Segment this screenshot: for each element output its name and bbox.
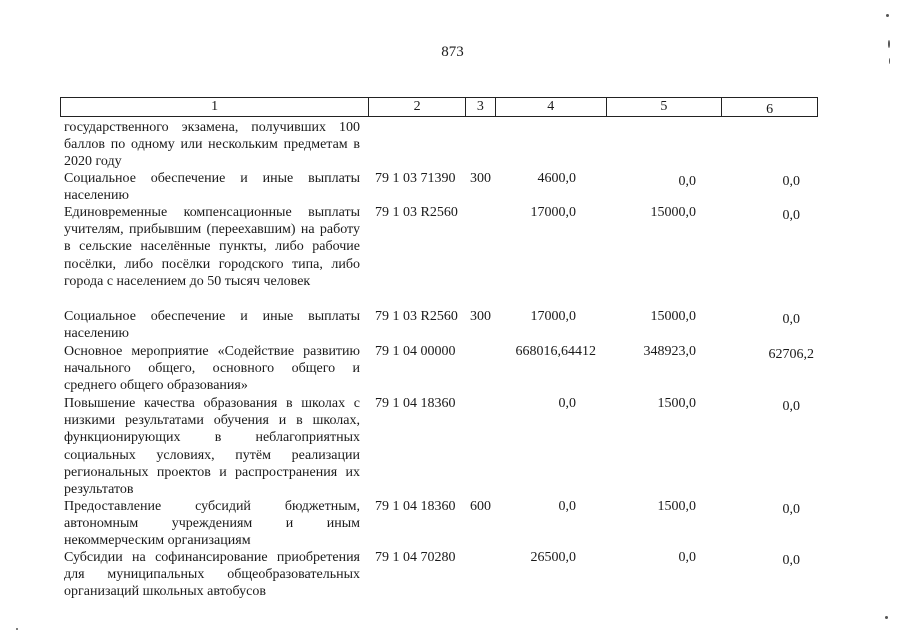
row-code: 79 1 03 71390 [375,171,456,186]
row-value-4: 668016,64412 [515,344,596,359]
row-value-5: 15000,0 [650,309,696,324]
table-header [60,97,818,117]
header-col-3: 3 [466,98,496,116]
row-value-5: 15000,0 [650,205,696,220]
header-col-2: 2 [369,98,466,116]
row-code: 79 1 04 70280 [375,550,456,565]
row-value-6: 0,0 [782,502,800,517]
page-number: 873 [441,44,464,60]
row-code: 79 1 03 R2560 [375,205,458,220]
row-value-4: 0,0 [558,499,576,514]
row-value-4: 4600,0 [537,171,576,186]
row-value-5: 0,0 [678,550,696,565]
header-col-6: 6 [766,102,774,117]
row-code: 79 1 03 R2560 [375,309,458,324]
scan-speck [16,628,18,630]
row-vr: 300 [470,171,491,186]
row-value-5: 1500,0 [657,499,696,514]
row-name: Предоставление субсидий бюджетным, автономным учреждениям и иным некоммерческим организациям [64,499,360,549]
row-name: Единовременные компенсационные выплаты учителям, прибывшим (переехавшим) на работу в сельские населённые пункты, либо рабочие посёлки, либо посёлки городского типа, либо города с населением до 50 тысяч человек [64,205,360,289]
scan-speck [889,58,890,64]
row-name: Основное мероприятие «Содействие развитию начального общего, основного общего и среднего общего образования» [64,344,360,394]
row-name: Социальное обеспечение и иные выплаты населению [64,171,360,204]
row-value-6: 0,0 [782,553,800,568]
header-col-5: 5 [607,98,723,116]
row-value-6: 0,0 [782,208,800,223]
row-code: 79 1 04 00000 [375,344,456,359]
row-name: государственного экзамена, получивших 100 баллов по одному или нескольким предметам в 2020 году [64,120,360,170]
row-value-4: 0,0 [558,396,576,411]
row-value-4: 26500,0 [530,550,576,565]
scan-speck [888,40,890,48]
scan-speck [885,616,888,619]
row-value-6: 0,0 [782,174,800,189]
row-vr: 600 [470,499,491,514]
row-value-4: 17000,0 [530,309,576,324]
row-name: Субсидии на софинансирование приобретения для муниципальных общеобразовательных организаций школьных автобусов [64,550,360,600]
row-vr: 300 [470,309,491,324]
row-value-5: 0,0 [678,174,696,189]
row-code: 79 1 04 18360 [375,499,456,514]
row-value-6: 62706,2 [768,347,814,362]
scan-speck [886,14,889,17]
row-value-6: 0,0 [782,312,800,327]
row-code: 79 1 04 18360 [375,396,456,411]
header-col-4: 4 [496,98,607,116]
header-col-1: 1 [61,98,369,116]
row-value-5: 1500,0 [657,396,696,411]
row-name: Социальное обеспечение и иные выплаты населению [64,309,360,342]
row-value-6: 0,0 [782,399,800,414]
row-value-4: 17000,0 [530,205,576,220]
row-name: Повышение качества образования в школах с низкими результатами обучения и в школах, функционирующих в неблагоприятных социальных условиях, путём реализации региональных проектов и распространения их результатов [64,396,360,498]
row-value-5: 348923,0 [643,344,696,359]
